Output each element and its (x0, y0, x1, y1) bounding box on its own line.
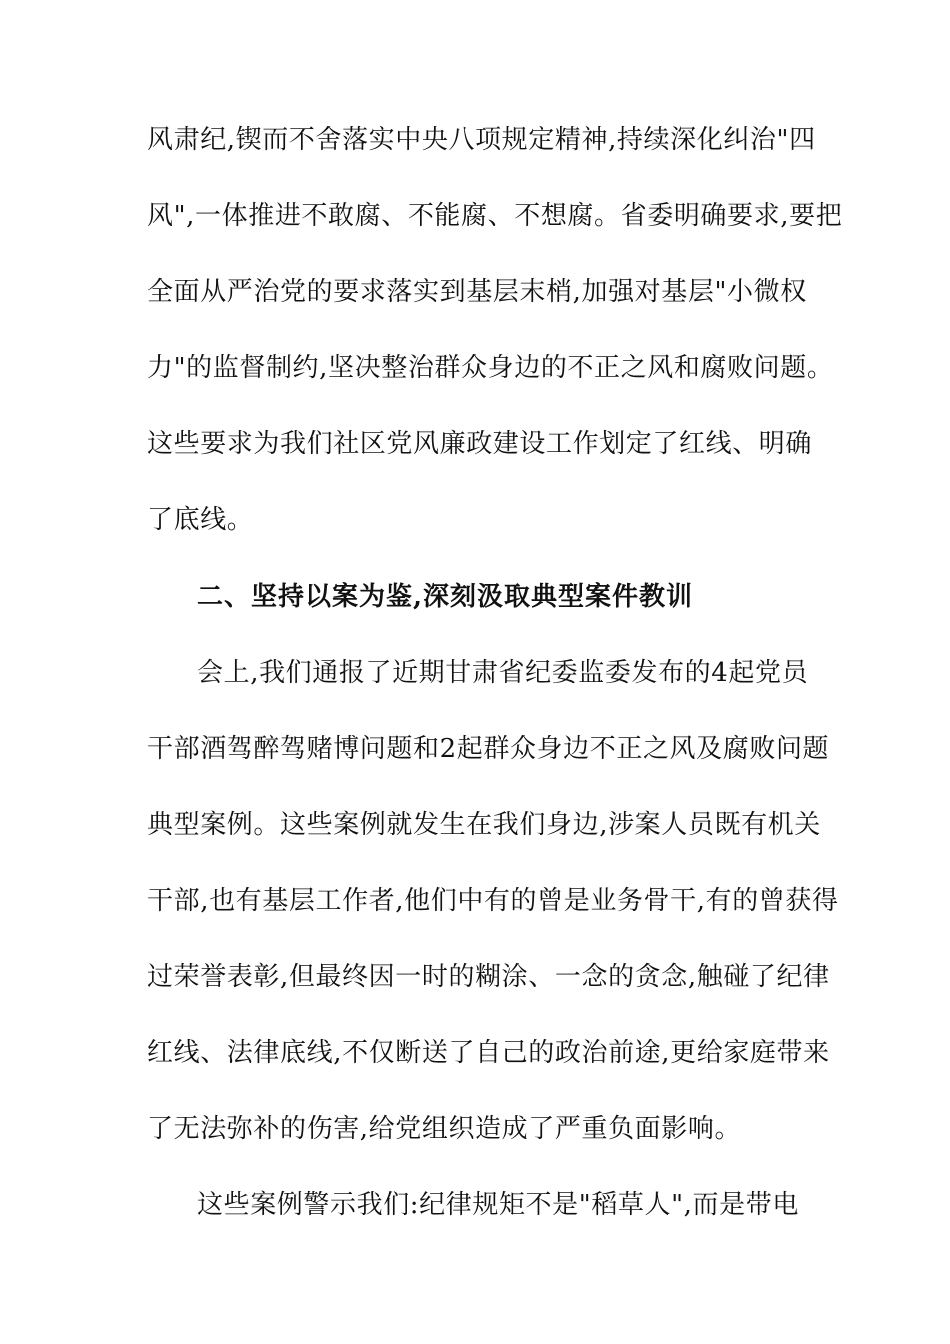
paragraph-2-line-7: 了无法弥补的伤害,给党组织造成了严重负面影响。 (147, 1114, 742, 1144)
paragraph-1-line-2: 风",一体推进不敢腐、不能腐、不想腐。省委明确要求,要把 (147, 201, 843, 231)
paragraph-1-line-6: 了底线。 (147, 505, 254, 535)
paragraph-2-line-5: 过荣誉表彰,但最终因一时的糊涂、一念的贪念,触碰了纪律 (147, 962, 830, 992)
paragraph-1-line-1: 风肃纪,锲而不舍落实中央八项规定精神,持续深化纠治"四 (147, 125, 816, 155)
paragraph-2-line-3: 典型案例。这些案例就发生在我们身边,涉案人员既有机关 (147, 810, 821, 840)
paragraph-1-line-3: 全面从严治党的要求落实到基层末梢,加强对基层"小微权 (147, 277, 807, 307)
paragraph-2-line-4: 干部,也有基层工作者,他们中有的曾是业务骨干,有的曾获得 (147, 886, 839, 916)
paragraph-1-line-4: 力"的监督制约,坚决整治群众身边的不正之风和腐败问题。 (147, 353, 834, 383)
paragraph-3-line-1: 这些案例警示我们:纪律规矩不是"稻草人",而是带电 (197, 1190, 799, 1220)
paragraph-2-line-2: 干部酒驾醉驾赌博问题和2起群众身边不正之风及腐败问题 (147, 734, 830, 764)
paragraph-1-line-5: 这些要求为我们社区党风廉政建设工作划定了红线、明确 (147, 429, 813, 459)
paragraph-2-line-6: 红线、法律底线,不仅断送了自己的政治前途,更给家庭带来 (147, 1038, 830, 1068)
section-heading: 二、坚持以案为鉴,深刻汲取典型案件教训 (197, 582, 694, 612)
paragraph-2-line-1: 会上,我们通报了近期甘肃省纪委监委发布的4起党员 (197, 658, 809, 688)
